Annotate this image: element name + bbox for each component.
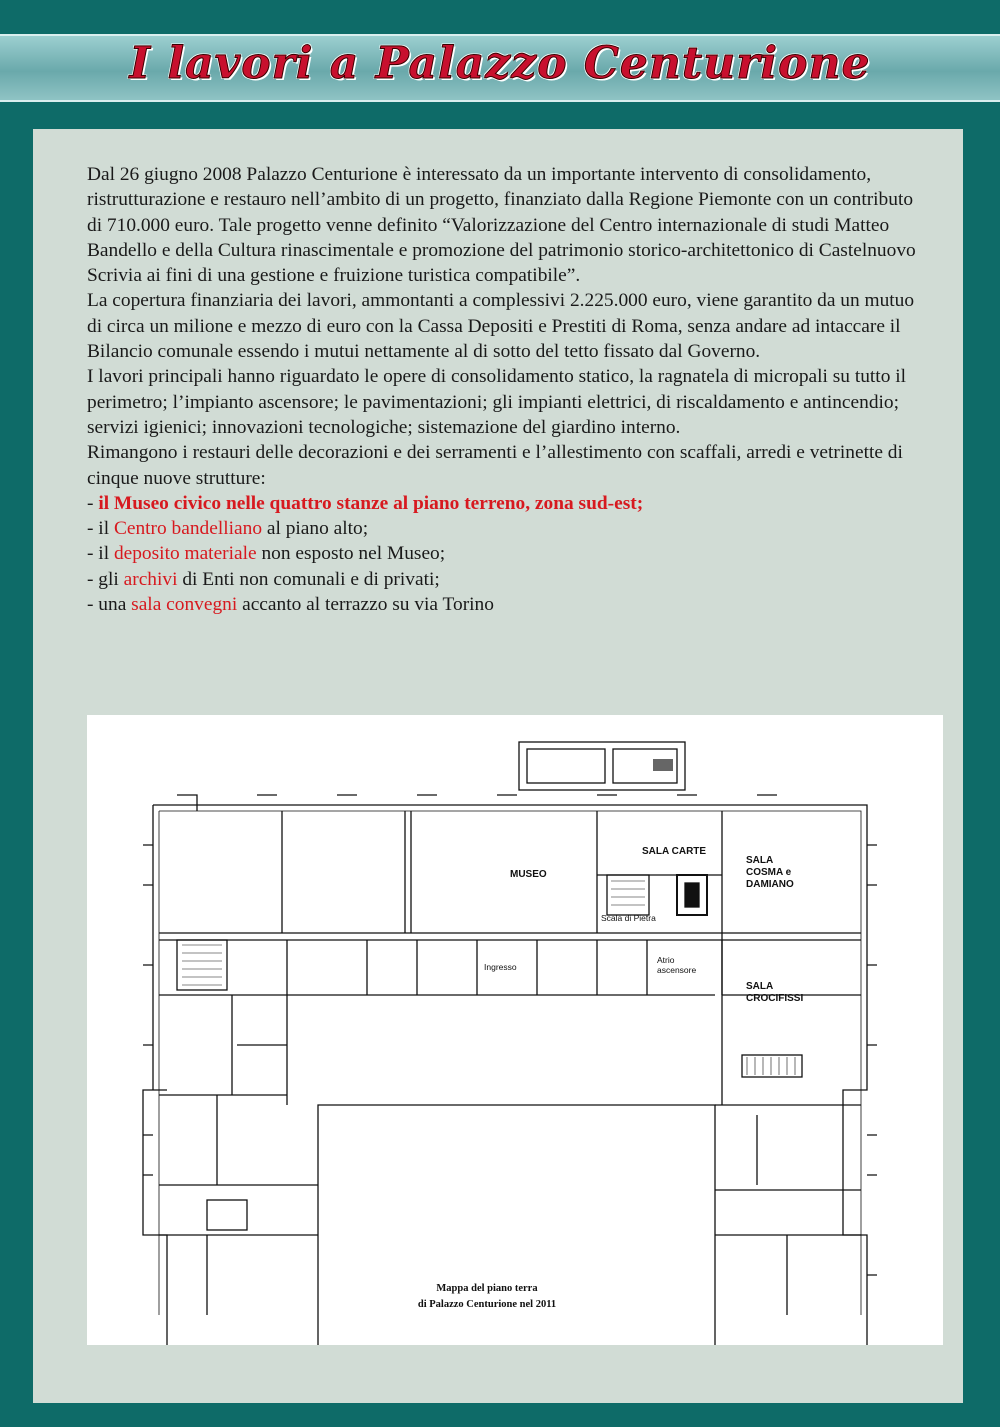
floor-plan-drawing (87, 715, 943, 1345)
label-sala-carte: SALA CARTE (642, 846, 707, 857)
paragraph-2: La copertura finanziaria dei lavori, ammontanti a complessivi 2.225.000 euro, viene garantito da un mutuo di circa un milione e mezzo di euro con la Cassa Depositi e Prestiti di Roma, senza andare ad intaccare il Bilancio comunale essendo i mutui nettamente al di sotto del tetto fissato dal Governo. (87, 290, 915, 363)
label-ingresso: Ingresso (484, 962, 517, 972)
label-atrio-1: Atrio (657, 955, 675, 965)
label-sala-cosma-1: SALA (746, 855, 774, 866)
label-sala-cosma-3: DAMIANO (746, 879, 794, 890)
highlight-museo: il Museo civico nelle quattro stanze al piano terreno, zona sud-est; (98, 492, 644, 514)
list-item-deposito: - il deposito materiale non esposto nel Museo; (87, 543, 446, 565)
content-panel (33, 129, 963, 1403)
label-sala-cosma-2: COSMA e (746, 867, 792, 878)
label-museo: MUSEO (510, 869, 547, 880)
plan-caption-2: di Palazzo Centurione nel 2011 (417, 1299, 557, 1310)
floor-plan (87, 715, 943, 1345)
plan-caption-1: Mappa del piano terra (436, 1283, 538, 1294)
label-atrio-2: ascensore (657, 965, 697, 975)
label-scala: Scala di Pietra (601, 913, 656, 923)
paragraph-4: Rimangono i restauri delle decorazioni e dei serramenti e l’allestimento con scaffali, arredi e vetrinette di cinque nuove strutture: (87, 442, 903, 489)
highlight-archivi: archivi (123, 568, 178, 590)
article-text (87, 162, 927, 617)
paragraph-1: Dal 26 giugno 2008 Palazzo Centurione è interessato da un importante intervento di consolidamento, ristrutturazione e restauro nell’ambito di un progetto, finanziato dalla Regione Piemonte con un contributo di 710.000 euro. Tale progetto venne definito “Valorizzazione del Centro internazionale di studi Matteo Bandello e della Cultura rinascimentale e promozione del patrimonio storico-architettonico di Castelnuovo Scrivia ai fini di una gestione e fruizione turistica compatibile”. (87, 164, 916, 287)
label-sala-crocifissi-2: CROCIFISSI (746, 993, 804, 1004)
list-item-centro: - il Centro bandelliano al piano alto; (87, 518, 369, 540)
title-band (0, 34, 1000, 102)
list-item-archivi: - gli archivi di Enti non comunali e di privati; (87, 568, 440, 590)
highlight-sala: sala convegni (131, 594, 238, 616)
page-title: I lavori a Palazzo Centurione (129, 38, 871, 89)
highlight-deposito: deposito materiale (113, 543, 257, 565)
highlight-centro: Centro bandelliano (113, 518, 263, 540)
paragraph-3: I lavori principali hanno riguardato le opere di consolidamento statico, la ragnatela di micropali su tutto il perimetro; l’impianto ascensore; le pavimentazioni; gli impianti elettrici, di riscaldamento e antincendio; servizi igienici; innovazioni tecnologiche; sistemazione del giardino interno. (87, 366, 907, 438)
list-item-museo: - il Museo civico nelle quattro stanze al piano terreno, zona sud-est; (87, 492, 644, 514)
list-item-sala: - una sala convegni accanto al terrazzo su via Torino (87, 594, 494, 616)
label-sala-crocifissi-1: SALA (746, 981, 774, 992)
